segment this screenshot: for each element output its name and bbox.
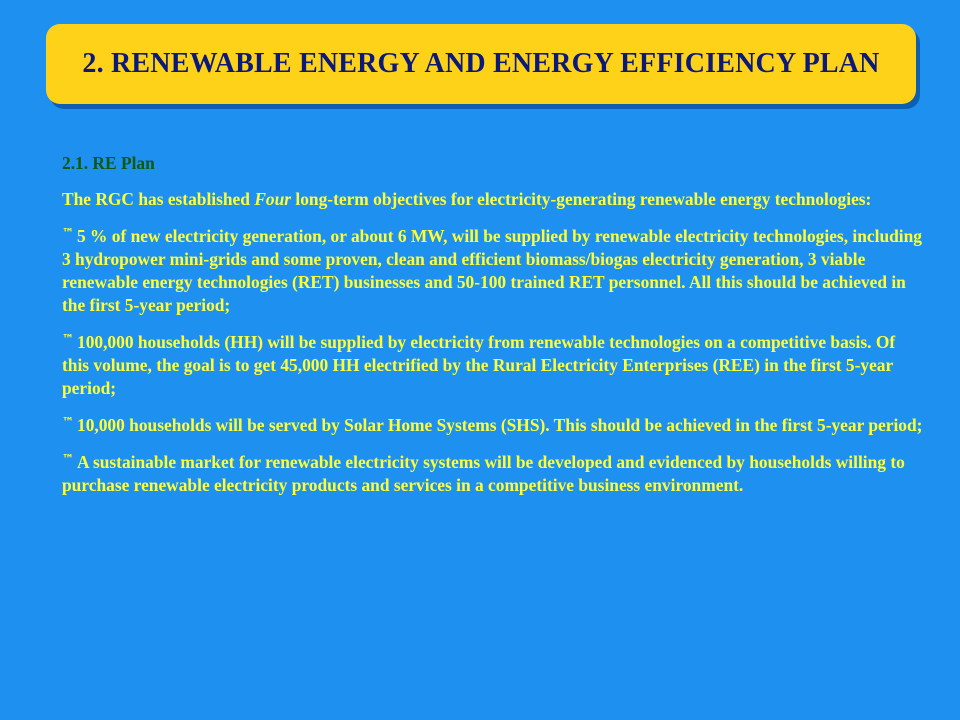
title-banner <box>46 24 916 104</box>
objective-item <box>62 411 924 437</box>
intro-before: The RGC has established <box>62 189 255 209</box>
bullet-icon: ™ <box>62 226 74 240</box>
slide-title: 2. RENEWABLE ENERGY AND ENERGY EFFICIENCY PLAN <box>82 48 880 79</box>
objective-item <box>62 328 924 400</box>
objective-text: 10,000 households will be served by Solar Home Systems (SHS). This should be achieved in the first 5-year period; <box>77 415 923 435</box>
intro-paragraph <box>62 188 924 211</box>
section-heading: 2.1. RE Plan <box>62 153 155 173</box>
objective-text: 100,000 households (HH) will be supplied by electricity from renewable technologies on a competitive basis. Of this volume, the goal is to get 45,000 HH electrified by the Rural Electricity Enterprises (REE) in the first 5-year period; <box>62 332 896 398</box>
intro-after: long-term objectives for electricity-generating renewable energy technologies: <box>291 189 872 209</box>
objective-item <box>62 222 924 317</box>
objective-text: A sustainable market for renewable electricity systems will be developed and evidenced by households willing to purchase renewable electricity products and services in a competitive business environment. <box>62 452 905 495</box>
objective-text: 5 % of new electricity generation, or about 6 MW, will be supplied by renewable electricity technologies, including 3 hydropower mini-grids and some proven, clean and efficient biomass/biogas electricity generation, 3 viable renewable energy technologies (RET) businesses and 50-100 trained RET personnel. All this should be achieved in the first 5-year period; <box>62 226 922 315</box>
bullet-icon: ™ <box>62 452 74 466</box>
bullet-icon: ™ <box>62 332 74 346</box>
bullet-icon: ™ <box>62 415 74 429</box>
slide-content <box>62 152 924 508</box>
intro-emphasis: Four <box>254 189 292 209</box>
objective-item <box>62 448 924 497</box>
